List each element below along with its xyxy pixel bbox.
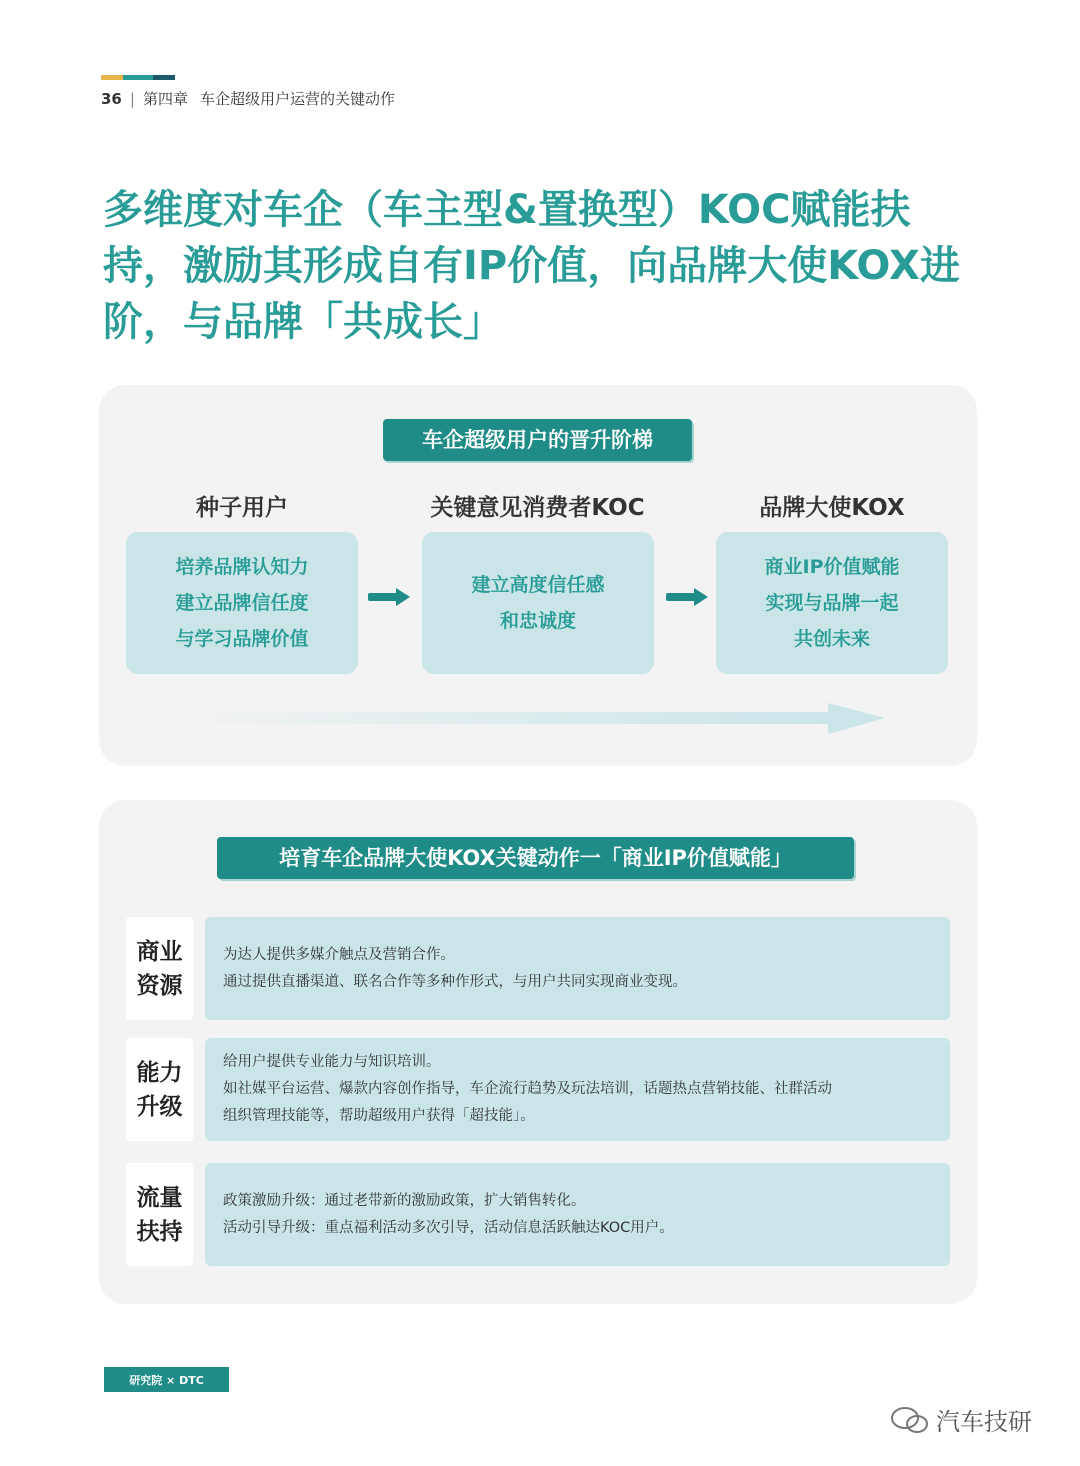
stage-line: 共创未来: [793, 628, 870, 650]
footer-logo: 研究院 × DTC: [104, 1367, 229, 1392]
stage-line: 实现与品牌一起: [765, 592, 899, 614]
page-number: 36: [101, 89, 122, 108]
row-content-capability: [205, 1038, 950, 1141]
row-line: 政策激励升级：通过老带新的激励政策，扩大销售转化。: [223, 1192, 586, 1209]
page-title: [103, 182, 983, 350]
chapter-title: 车企超级用户运营的关键动作: [199, 90, 395, 108]
row-line: 通过提供直播渠道、联名合作等多种作形式，与用户共同实现商业变现。: [223, 973, 687, 990]
row-label-line: 资源: [136, 972, 183, 999]
arrow-right-icon: [666, 586, 710, 608]
row-label-line: 升级: [136, 1093, 183, 1120]
stage-line: 和忠诚度: [499, 610, 576, 632]
title-line: 持，激励其形成自有IP价值，向品牌大使KOX进: [103, 243, 960, 289]
stage-line: 与学习品牌价值: [175, 628, 309, 650]
row-label-line: 能力: [136, 1059, 183, 1086]
header-color-bars: [101, 75, 183, 80]
row-label-business: [126, 917, 193, 1020]
title-line: 阶，与品牌「共成长」: [103, 299, 503, 345]
row-line: 给用户提供专业能力与知识培训。: [223, 1054, 441, 1070]
chapter-label: 第四章: [142, 90, 188, 108]
actions-banner: 培育车企品牌大使KOX关键动作一「商业IP价值赋能」: [217, 837, 854, 879]
stage-title: 品牌大使KOX: [759, 495, 905, 521]
header-separator: |: [129, 89, 135, 108]
bar-teal: [123, 75, 153, 80]
stage-line: 商业IP价值赋能: [764, 556, 900, 578]
stage-line: 建立品牌信任度: [175, 592, 309, 614]
bar-yellow: [101, 75, 123, 80]
bar-dark: [153, 75, 175, 80]
progress-arrow-icon: [180, 701, 890, 737]
stage-line: 培养品牌认知力: [175, 556, 309, 578]
stage-box-kox: [716, 532, 948, 674]
stage-title: 种子用户: [196, 495, 288, 521]
row-line: 组织管理技能等，帮助超级用户获得「超技能」。: [223, 1108, 535, 1124]
stage-box-seed: [126, 532, 358, 674]
title-line: 多维度对车企（车主型&置换型）KOC赋能扶: [103, 187, 911, 233]
stage-line: 建立高度信任感: [471, 574, 605, 596]
running-header: [101, 88, 395, 109]
stage-box-koc: [422, 532, 654, 674]
row-line: 如社媒平台运营、爆款内容创作指导，车企流行趋势及玩法培训，话题热点营销技能、社群活动: [223, 1081, 832, 1097]
watermark: [890, 1402, 1032, 1437]
wechat-icon: [890, 1405, 930, 1435]
arrow-right-icon: [368, 586, 412, 608]
stage-title: 关键意见消费者KOC: [430, 495, 645, 521]
row-content-business: [205, 917, 950, 1020]
row-label-line: 流量: [136, 1184, 183, 1211]
row-label-traffic: [126, 1163, 193, 1266]
watermark-text: 汽车技研: [936, 1408, 1032, 1436]
row-label-line: 商业: [136, 938, 183, 965]
row-line: 为达人提供多媒介触点及营销合作。: [223, 946, 455, 963]
row-label-capability: [126, 1038, 193, 1141]
row-label-line: 扶持: [136, 1218, 183, 1245]
ladder-banner: 车企超级用户的晋升阶梯: [383, 419, 692, 461]
row-line: 活动引导升级：重点福利活动多次引导，活动信息活跃触达KOC用户。: [223, 1219, 674, 1236]
row-content-traffic: [205, 1163, 950, 1266]
